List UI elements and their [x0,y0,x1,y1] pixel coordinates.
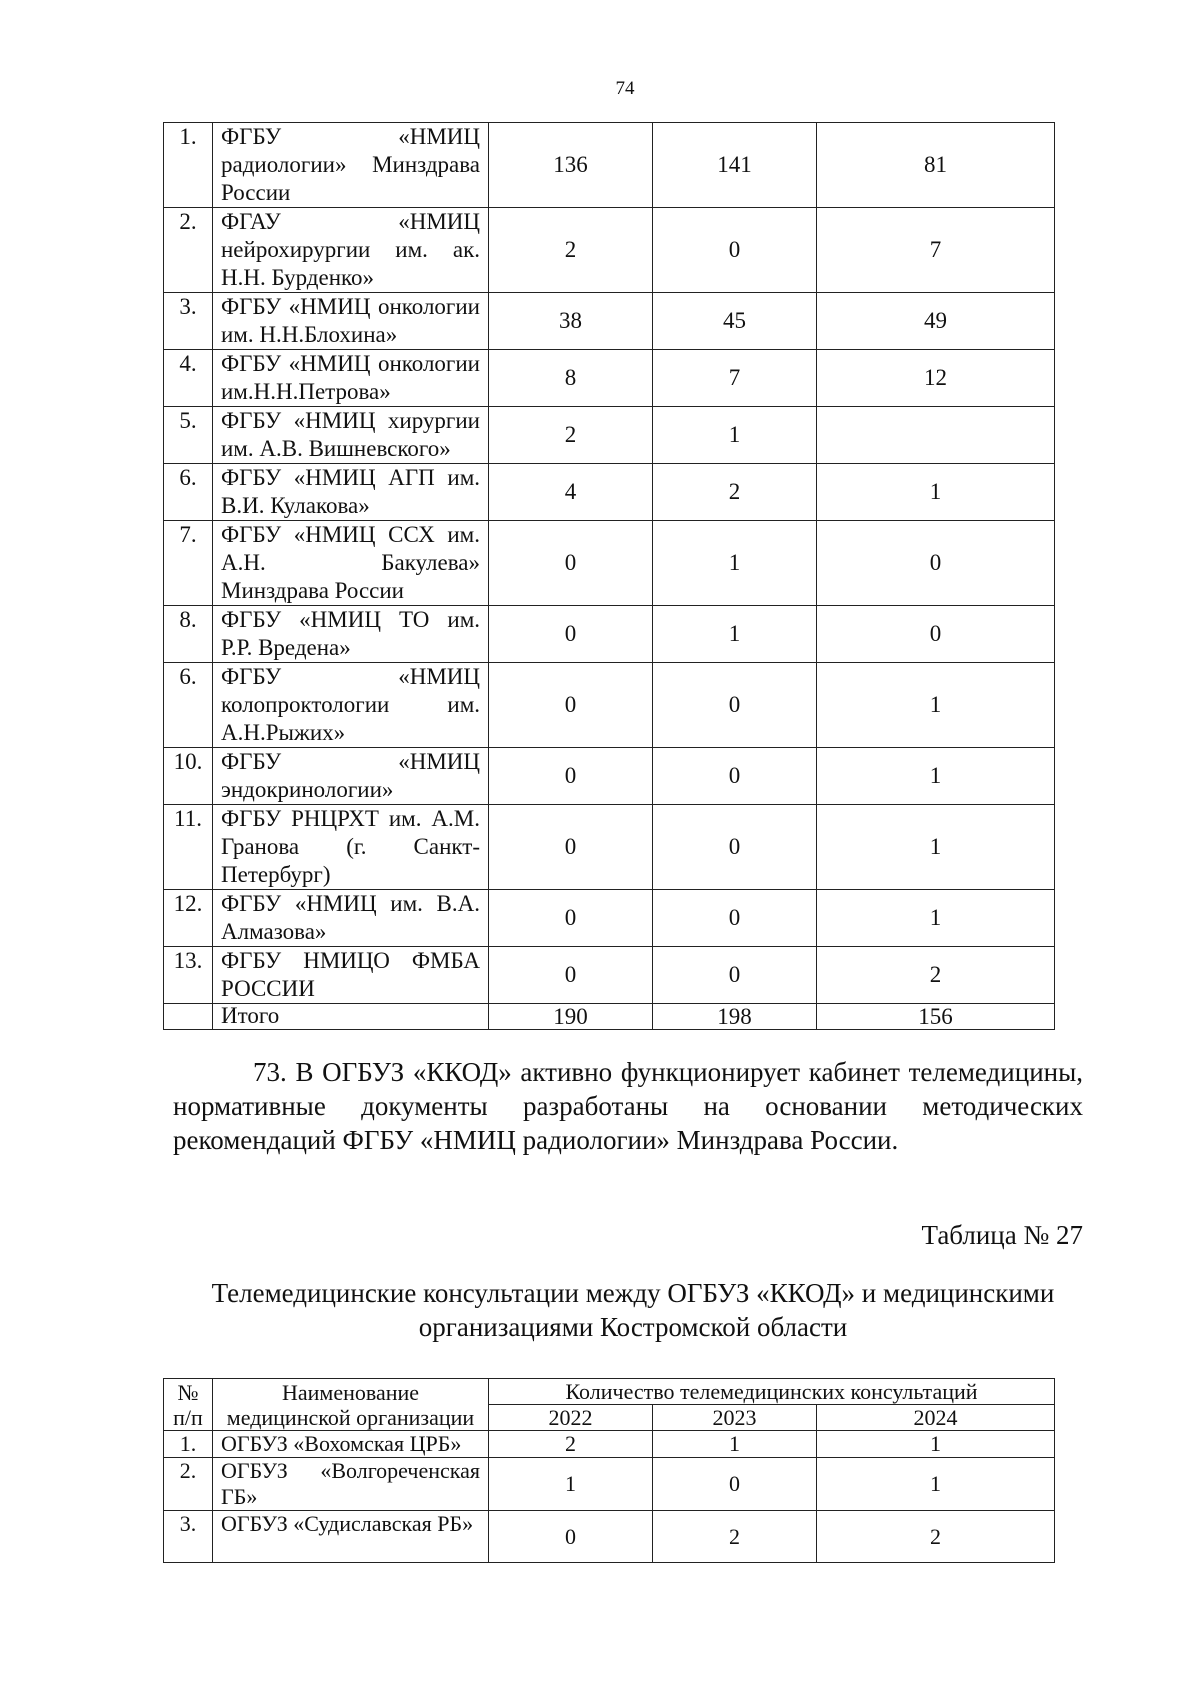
value-2022: 0 [489,748,653,805]
value-2024: 0 [817,521,1055,606]
organization-name: ФГБУ «НМИЦ ТО им. Р.Р. Вредена» [213,606,489,663]
value-2023: 45 [653,293,817,350]
value-2023: 1 [653,521,817,606]
value-2022: 0 [489,521,653,606]
table-body [164,1431,1055,1563]
value-2023: 141 [653,123,817,208]
organization-name: ФГБУ «НМИЦ онкологии им. Н.Н.Блохина» [213,293,489,350]
table-row [164,1431,1055,1458]
value-2023: 2 [653,464,817,521]
value-2024: 1 [817,1458,1055,1511]
value-2023: 7 [653,350,817,407]
table-label: Таблица № 27 [921,1220,1083,1250]
value-2022: 1 [489,1458,653,1511]
table-row [164,1511,1055,1563]
value-2024: 0 [817,606,1055,663]
total-row [164,1004,1055,1030]
value-2024: 1 [817,748,1055,805]
organization-name: ФГБУ «НМИЦ ССХ им. А.Н. Бакулева» Минздрава России [213,521,489,606]
table-header-row [164,1379,1055,1405]
value-2023: 1 [653,407,817,464]
total-label: Итого [213,1004,489,1030]
row-number: 8. [164,606,213,663]
header-year: 2024 [817,1405,1055,1431]
header-num: № п/п [164,1379,213,1431]
value-2023: 0 [653,890,817,947]
value-2024: 2 [817,947,1055,1004]
value-2023: 1 [653,1431,817,1458]
row-number: 1. [164,1431,213,1458]
paragraph-73: 73. В ОГБУЗ «ККОД» активно функционирует кабинет телемедицины, нормативные документы разработаны на основании методических рекомендаций ФГБУ «НМИЦ радиологии» Минздрава России. [173,1057,1083,1155]
value-2024: 1 [817,805,1055,890]
row-number: 2. [164,1458,213,1511]
row-number: 4. [164,350,213,407]
organization-name: ФГБУ «НМИЦ радиологии» Минздрава России [213,123,489,208]
organization-name: ОГБУЗ «Вохомская ЦРБ» [213,1431,489,1458]
table-title: Телемедицинские консультации между ОГБУЗ «ККОД» и медицинскими организациями Костромской области [211,1278,1055,1342]
value-2023: 0 [653,748,817,805]
value-2022: 0 [489,606,653,663]
value-2022: 0 [489,663,653,748]
value-2022: 0 [489,947,653,1004]
header-year: 2022 [489,1405,653,1431]
table-row [164,748,1055,805]
value-2024: 1 [817,1431,1055,1458]
row-number: 12. [164,890,213,947]
table-row [164,1458,1055,1511]
row-number: 1. [164,123,213,208]
row-number: 6. [164,464,213,521]
header-name: Наименование медицинской организации [213,1379,489,1431]
consultations-regional-table [163,1378,1055,1563]
value-2024: 2 [817,1511,1055,1563]
organization-name: ФГБУ «НМИЦ АГП им. В.И. Кулакова» [213,464,489,521]
value-2023: 0 [653,663,817,748]
organization-name: ФГБУ РНЦРХТ им. А.М. Гранова (г. Санкт-Петербург) [213,805,489,890]
value-2022: 2 [489,208,653,293]
total-2024: 156 [817,1004,1055,1030]
row-number: 7. [164,521,213,606]
page-number: 74 [615,78,635,99]
table-row [164,805,1055,890]
row-number: 2. [164,208,213,293]
table-row [164,521,1055,606]
value-2023: 0 [653,1458,817,1511]
total-2023: 198 [653,1004,817,1030]
row-number: 3. [164,293,213,350]
table-row [164,890,1055,947]
organization-name: ФГБУ «НМИЦ колопроктологии им. А.Н.Рыжих» [213,663,489,748]
table-row [164,407,1055,464]
row-number: 3. [164,1511,213,1563]
value-2023: 1 [653,606,817,663]
organization-name: ОГБУЗ «Судиславская РБ» [213,1511,489,1563]
value-2022: 38 [489,293,653,350]
table-row [164,350,1055,407]
value-2022: 0 [489,805,653,890]
organization-name: ФГАУ «НМИЦ нейрохирургии им. ак. Н.Н. Бурденко» [213,208,489,293]
table-row [164,663,1055,748]
table-row [164,947,1055,1004]
value-2024: 49 [817,293,1055,350]
row-number: 11. [164,805,213,890]
value-2024: 12 [817,350,1055,407]
value-2022: 4 [489,464,653,521]
table-row [164,293,1055,350]
organization-name: ОГБУЗ «Волгореченская ГБ» [213,1458,489,1511]
total-2022: 190 [489,1004,653,1030]
value-2024: 7 [817,208,1055,293]
consultations-federal-table [163,122,1055,1030]
table-row [164,464,1055,521]
row-number: 13. [164,947,213,1004]
value-2022: 2 [489,407,653,464]
value-2024: 1 [817,464,1055,521]
table-row [164,123,1055,208]
header-year: 2023 [653,1405,817,1431]
organization-name: ФГБУ «НМИЦ им. В.А. Алмазова» [213,890,489,947]
table-row [164,208,1055,293]
value-2023: 0 [653,805,817,890]
value-2024: 1 [817,663,1055,748]
value-2024: 1 [817,890,1055,947]
organization-name: ФГБУ «НМИЦ эндокринологии» [213,748,489,805]
organization-name: ФГБУ НМИЦО ФМБА РОССИИ [213,947,489,1004]
value-2024 [817,407,1055,464]
row-number: 10. [164,748,213,805]
table-body [164,123,1055,1030]
value-2022: 2 [489,1431,653,1458]
value-2022: 0 [489,1511,653,1563]
row-number [164,1004,213,1030]
value-2022: 0 [489,890,653,947]
value-2023: 2 [653,1511,817,1563]
table-row [164,606,1055,663]
value-2022: 136 [489,123,653,208]
value-2024: 81 [817,123,1055,208]
organization-name: ФГБУ «НМИЦ хирургии им. А.В. Вишневского» [213,407,489,464]
header-group: Количество телемедицинских консультаций [489,1379,1055,1405]
value-2023: 0 [653,947,817,1004]
value-2023: 0 [653,208,817,293]
value-2022: 8 [489,350,653,407]
organization-name: ФГБУ «НМИЦ онкологии им.Н.Н.Петрова» [213,350,489,407]
row-number: 6. [164,663,213,748]
row-number: 5. [164,407,213,464]
